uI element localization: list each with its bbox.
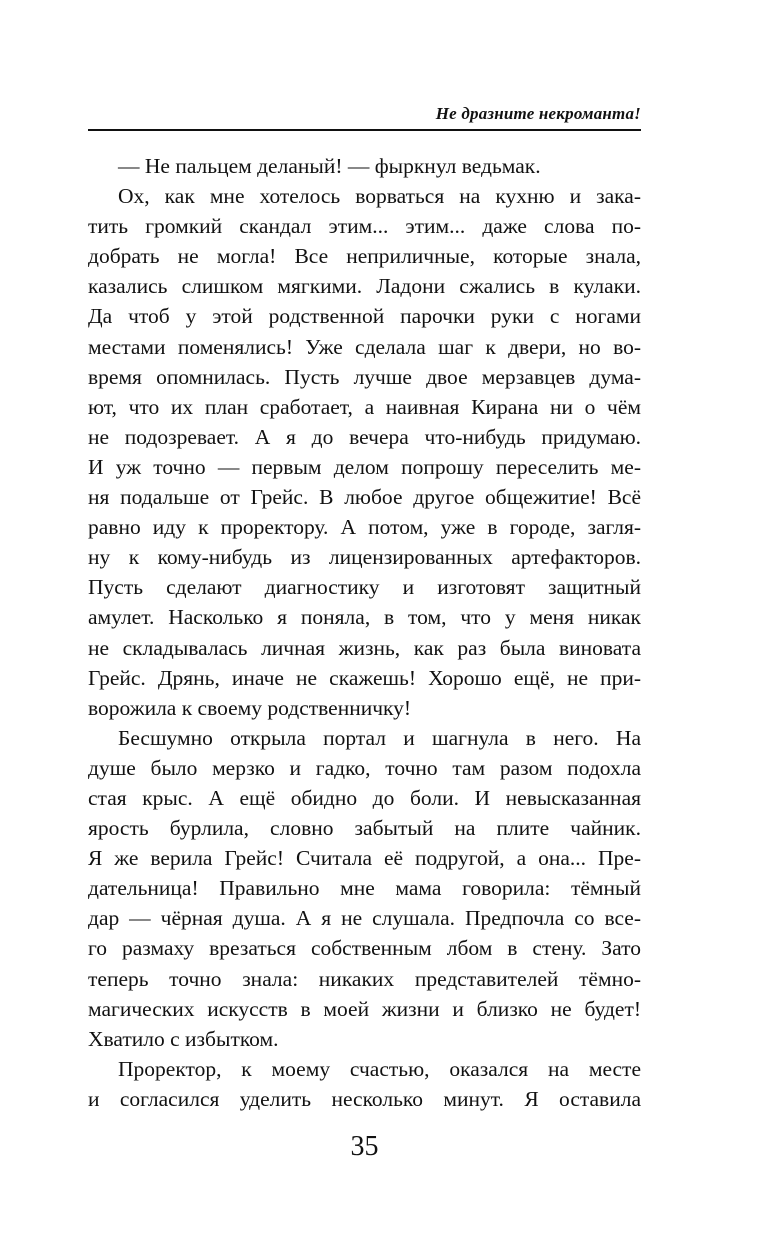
text-line: Хватило с избытком. [88, 1026, 279, 1051]
text-line: казались слишком мягкими. Ладони сжались в кулаки. [88, 274, 641, 299]
text-line: Я же верила Грейс! Считала её подругой, а она... Пре- [88, 846, 641, 871]
text-line: ют, что их план сработает, а наивная Кирана ни о чём [88, 394, 641, 419]
text-line: время опомнилась. Пусть лучше двое мерзавцев дума- [88, 364, 641, 389]
text-line: душе было мерзко и гадко, точно там разом подохла [88, 755, 641, 780]
text-line: магических искусств в моей жизни и близко не будет! [88, 996, 641, 1021]
text-line: Проректор, к моему счастью, оказался на месте [118, 1056, 641, 1081]
text-line: местами поменялись! Уже сделала шаг к двери, но во- [88, 334, 641, 359]
text-line: го размаху врезаться собственным лбом в стену. Зато [88, 936, 641, 961]
text-line: И уж точно — первым делом попрошу переселить ме- [88, 454, 641, 479]
text-line: тить громкий скандал этим... этим... даже слова по- [88, 214, 641, 239]
text-line: ярость бурлила, словно забытый на плите чайник. [88, 816, 641, 841]
text-line: дар — чёрная душа. А я не слушала. Предпочла со все- [88, 906, 641, 931]
text-line: дательница! Правильно мне мама говорила: тёмный [88, 876, 641, 901]
text-line: амулет. Насколько я поняла, в том, что у меня никак [88, 605, 641, 630]
text-line: не подозревает. А я до вечера что-нибудь придумаю. [88, 424, 641, 449]
text-line: Ох, как мне хотелось ворваться на кухню и зака- [118, 184, 641, 209]
text-line: Бесшумно открыла портал и шагнула в него. На [118, 725, 641, 750]
header-rule [88, 129, 641, 131]
text-line: Грейс. Дрянь, иначе не скажешь! Хорошо ещё, не при- [88, 665, 641, 690]
text-body [88, 151, 641, 1114]
text-line: ворожила к своему родственничку! [88, 695, 412, 720]
page-number: 35 [350, 1131, 379, 1162]
running-header-title: Не дразните некроманта! [435, 104, 641, 123]
text-line: Пусть сделают диагностику и изготовят защитный [88, 575, 641, 600]
text-line: добрать не могла! Все неприличные, которые знала, [88, 244, 641, 269]
text-line: ну к кому-нибудь из лицензированных артефакторов. [88, 545, 641, 570]
text-line: теперь точно знала: никаких представителей тёмно- [88, 966, 641, 991]
text-line: не складывалась личная жизнь, как раз была виновата [88, 635, 641, 660]
text-line: ня подальше от Грейс. В любое другое общежитие! Всё [88, 485, 641, 510]
text-line: стая крыс. А ещё обидно до боли. И невысказанная [88, 785, 641, 810]
text-line: равно иду к проректору. А потом, уже в городе, загля- [88, 515, 641, 540]
text-line: — Не пальцем деланый! — фыркнул ведьмак. [118, 154, 541, 178]
text-line: и согласился уделить несколько минут. Я оставила [88, 1086, 641, 1111]
text-line: Да чтоб у этой родственной парочки руки с ногами [88, 304, 641, 329]
